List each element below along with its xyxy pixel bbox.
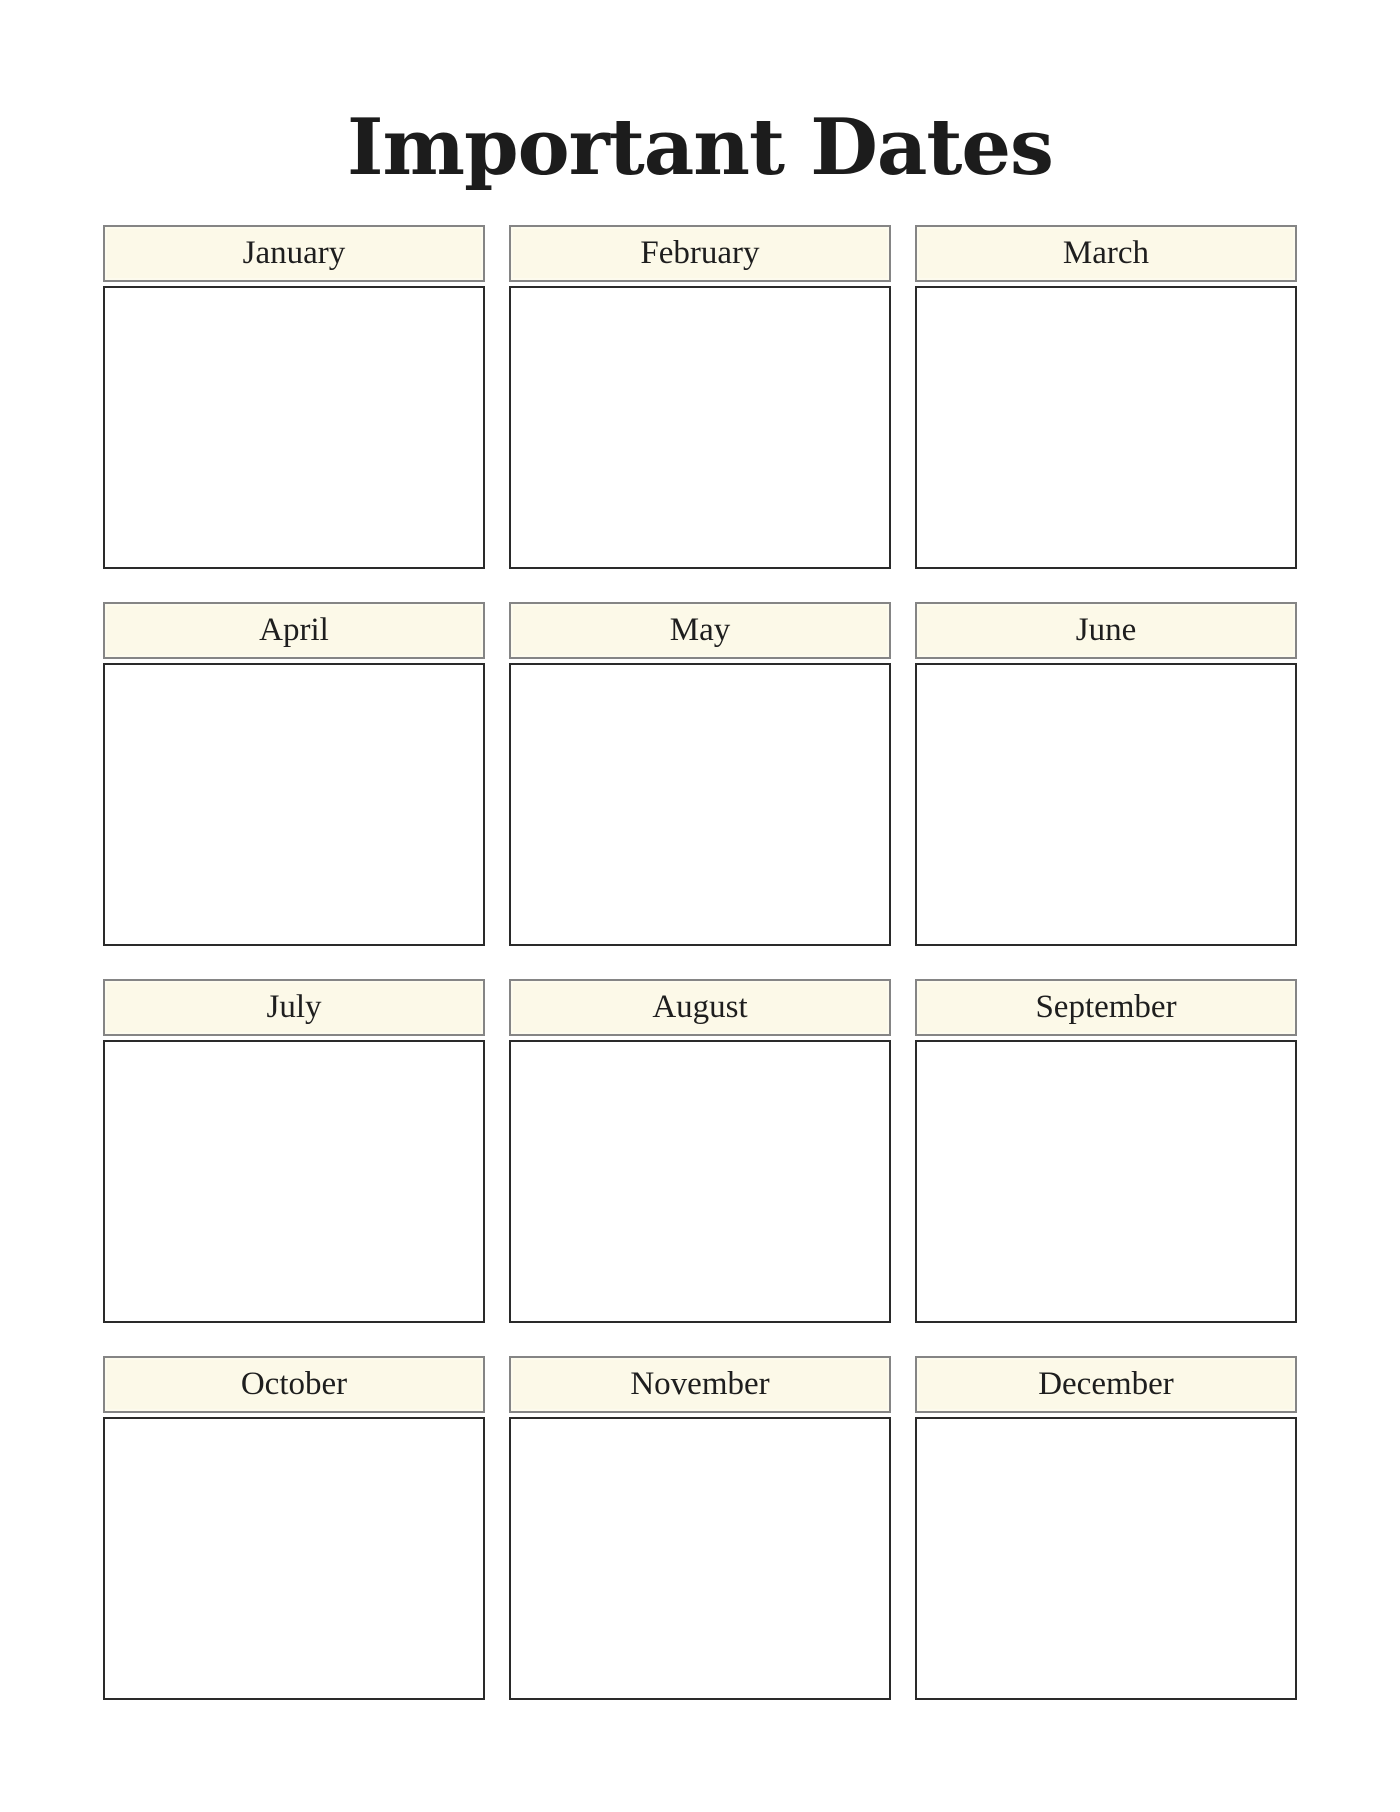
page-title: Important Dates [347, 102, 1053, 193]
month-label: November [509, 1356, 891, 1413]
notes-box[interactable] [915, 1417, 1297, 1700]
month-september [915, 979, 1297, 1324]
month-february [509, 225, 891, 570]
month-label: January [103, 225, 485, 282]
notes-box[interactable] [103, 663, 485, 946]
month-label: October [103, 1356, 485, 1413]
month-april [103, 602, 485, 947]
notes-box[interactable] [915, 286, 1297, 569]
notes-box[interactable] [509, 663, 891, 946]
notes-box[interactable] [915, 1040, 1297, 1323]
month-december [915, 1356, 1297, 1701]
month-label: September [915, 979, 1297, 1036]
month-label: May [509, 602, 891, 659]
month-may [509, 602, 891, 947]
month-january [103, 225, 485, 570]
notes-box[interactable] [509, 1417, 891, 1700]
notes-box[interactable] [103, 1040, 485, 1323]
month-label: June [915, 602, 1297, 659]
month-march [915, 225, 1297, 570]
month-label: April [103, 602, 485, 659]
month-label: March [915, 225, 1297, 282]
notes-box[interactable] [103, 286, 485, 569]
month-november [509, 1356, 891, 1701]
month-july [103, 979, 485, 1324]
month-label: February [509, 225, 891, 282]
month-june [915, 602, 1297, 947]
notes-box[interactable] [509, 1040, 891, 1323]
month-label: August [509, 979, 891, 1036]
month-label: July [103, 979, 485, 1036]
notes-box[interactable] [509, 286, 891, 569]
notes-box[interactable] [915, 663, 1297, 946]
months-grid [103, 225, 1297, 1701]
month-october [103, 1356, 485, 1701]
month-august [509, 979, 891, 1324]
month-label: December [915, 1356, 1297, 1413]
notes-box[interactable] [103, 1417, 485, 1700]
